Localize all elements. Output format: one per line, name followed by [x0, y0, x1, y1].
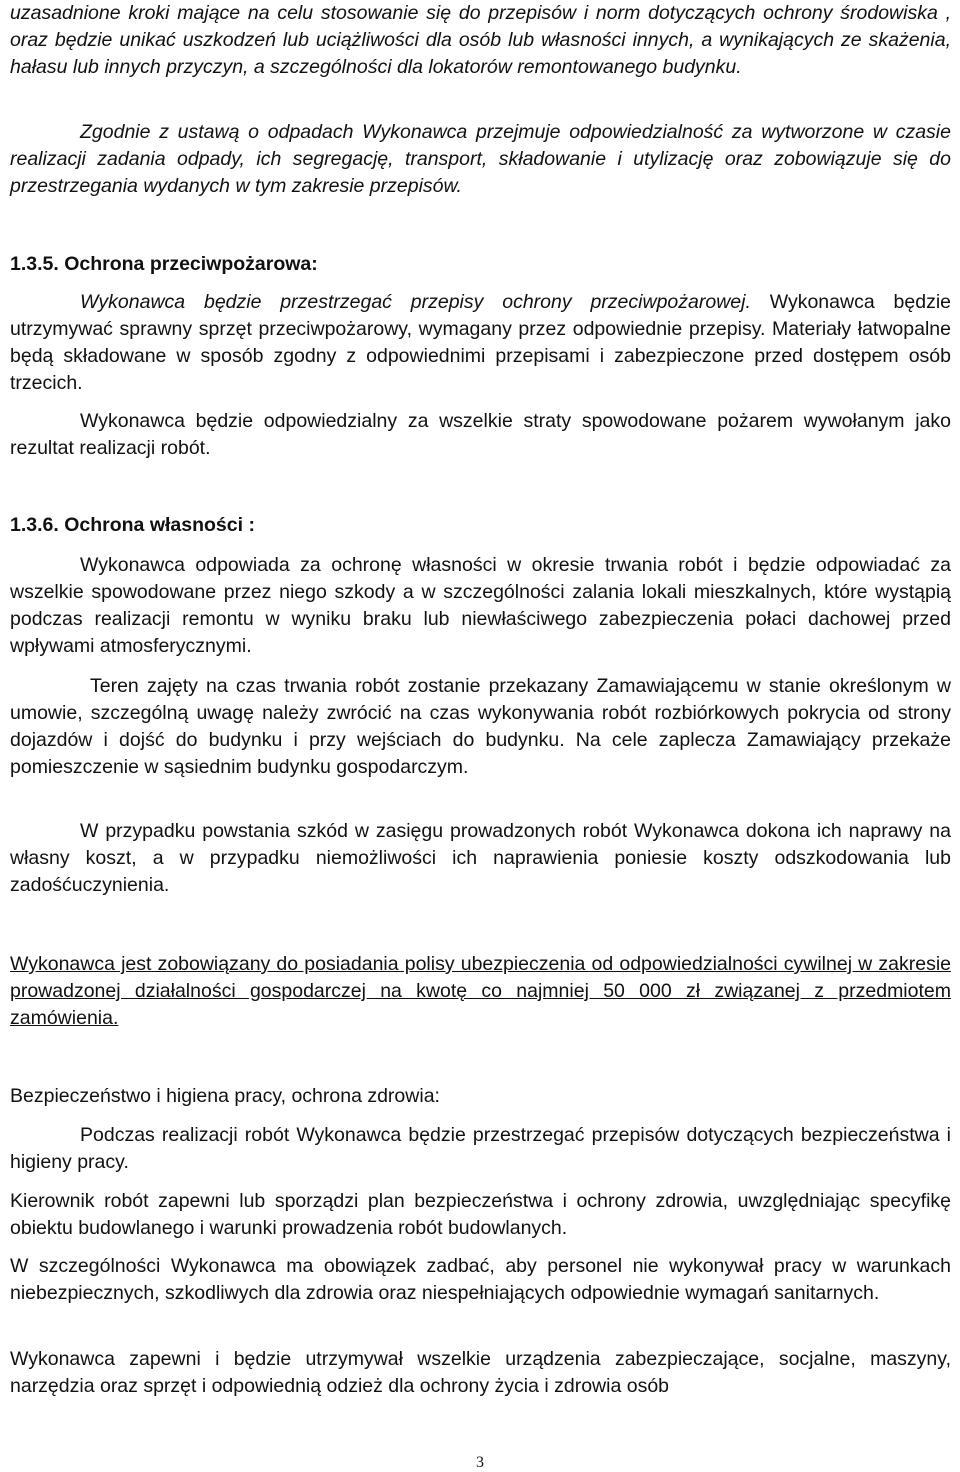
fire-paragraph-1-italic: Wykonawca będzie przestrzegać przepisy ochrony przeciwpożarowej.: [80, 291, 751, 313]
page-number: 3: [476, 1454, 484, 1471]
safety-section-title: Bezpieczeństwo i higiena pracy, ochrona zdrowia:: [10, 1085, 440, 1107]
fire-section-title: Ochrona przeciwpożarowa:: [64, 253, 318, 275]
property-section-heading: [10, 512, 951, 539]
fire-section-heading: [10, 251, 951, 278]
fire-paragraph-1-rest: Wykonawca będzie utrzymywać sprawny sprzęt przeciwpożarowy, wymagany przez odpowiednie przepisy. Materiały łatwopalne będą składowane w sposób zgodny z odpowiednimi przepisami i zabezpieczone przed dostępem osób trzecich.: [10, 291, 951, 394]
intro-paragraph: uzasadnione kroki mające na celu stosowanie się do przepisów i norm dotyczących ochrony środowiska , oraz będzie unikać uszkodzeń lub uciążliwości dla osób lub własności innych, a wynikających ze skażenia, hałasu lub innych przyczyn, a szczególności dla lokatorów remontowanego budynku.: [10, 2, 951, 78]
waste-paragraph: Zgodnie z ustawą o odpadach Wykonawca przejmuje odpowiedzialność za wytworzone w czasie realizacji zadania odpady, ich segregację, transport, składowanie i utylizację oraz zobowiązuje się do przestrzegania wydanych w tym zakresie przepisów.: [10, 121, 951, 197]
fire-paragraph-1: [10, 289, 951, 397]
safety-paragraph-3: W szczególności Wykonawca ma obowiązek zadbać, aby personel nie wykonywał pracy w warunkach niebezpiecznych, szkodliwych dla zdrowia oraz niespełniających odpowiednie wymagań sanitarnych.: [10, 1255, 951, 1304]
property-paragraph-1: Wykonawca odpowiada za ochronę własności w okresie trwania robót i będzie odpowiadać za wszelkie spowodowane przez niego szkody a w szczególności zalania lokali mieszkalnych, które wystąpią podczas realizacji remontu w wyniku braku lub niewłaściwego zabezpieczenia połaci dachowej przed wpływami atmosferycznymi.: [10, 554, 951, 657]
property-section-number: 1.3.6.: [10, 514, 59, 536]
property-paragraph-2: Teren zajęty na czas trwania robót zostanie przekazany Zamawiającemu w stanie określonym w umowie, szczególną uwagę należy zwrócić na czas wykonywania robót rozbiórkowych pokrycia od strony dojazdów i dojść do budynku i przy wejściach do budynku. Na cele zaplecza Zamawiający przekaże pomieszczenie w sąsiednim budynku gospodarczym.: [10, 675, 951, 778]
property-paragraph-3: W przypadku powstania szkód w zasięgu prowadzonych robót Wykonawca dokona ich naprawy na własny koszt, a w przypadku niemożliwości ich naprawienia poniesie koszty odszkodowania lub zadośćuczynienia.: [10, 820, 951, 896]
insurance-paragraph: Wykonawca jest zobowiązany do posiadania polisy ubezpieczenia od odpowiedzialności cywilnej w zakresie prowadzonej działalności gospodarczej na kwotę co najmniej 50 000 zł związanej z przedmiotem zamówienia.: [10, 953, 951, 1029]
safety-paragraph-1: Podczas realizacji robót Wykonawca będzie przestrzegać przepisów dotyczących bezpieczeństwa i higieny pracy.: [10, 1124, 951, 1173]
fire-paragraph-2: Wykonawca będzie odpowiedzialny za wszelkie straty spowodowane pożarem wywołanym jako rezultat realizacji robót.: [10, 410, 951, 459]
property-section-title: Ochrona własności :: [64, 514, 255, 536]
safety-paragraph-2: Kierownik robót zapewni lub sporządzi plan bezpieczeństwa i ochrony zdrowia, uwzględniając specyfikę obiektu budowlanego i warunki prowadzenia robót budowlanych.: [10, 1190, 951, 1239]
fire-section-number: 1.3.5.: [10, 253, 59, 275]
safety-paragraph-4: Wykonawca zapewni i będzie utrzymywał wszelkie urządzenia zabezpieczające, socjalne, maszyny, narzędzia oraz sprzęt i odpowiednią odzież dla ochrony życia i zdrowia osób: [10, 1348, 951, 1397]
